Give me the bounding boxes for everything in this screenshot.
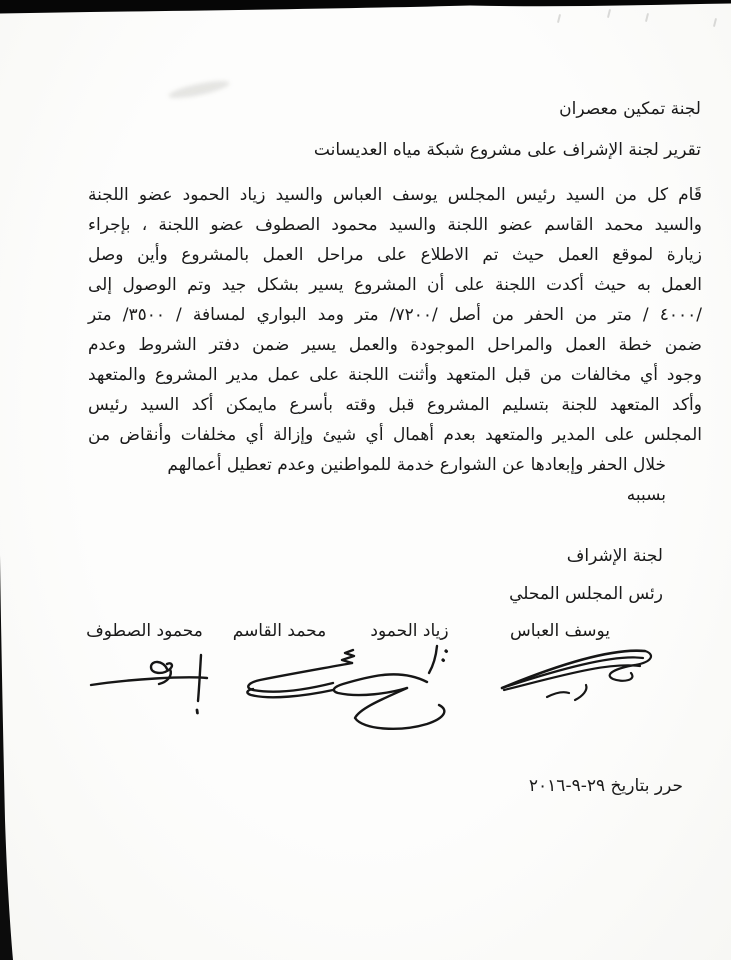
signature-mohammad-alqasim xyxy=(247,650,354,697)
report-body xyxy=(88,180,702,510)
scan-smudge xyxy=(168,78,231,102)
signatory-name-ziad-alhamoud: زياد الحمود xyxy=(370,621,449,641)
paragraph-line: وأكد المتعهد للجنة بتسليم المشروع قبل وقته بأسرع مايمكن أكد السيد رئيس xyxy=(88,395,702,415)
signatory-name-yousef-alabbas: يوسف العباس xyxy=(510,621,610,641)
scan-speck xyxy=(713,18,717,27)
scan-top-edge-artifact xyxy=(0,0,731,16)
supervision-committee-label: لجنة الإشراف xyxy=(566,546,663,566)
paragraph-line: /٤٠٠٠ / متر من الحفر من أصل /٧٢٠٠/ متر ومد البواري لمسافة / ٣٥٠٠/ متر xyxy=(88,305,702,325)
date-line: حرر بتاريخ ٢٩-٩-٢٠١٦ xyxy=(528,776,683,796)
paragraph-line: والسيد محمد القاسم عضو اللجنة والسيد محمود الصطوف عضو اللجنة ، بإجراء xyxy=(88,215,702,235)
committee-name: لجنة تمكين معصران xyxy=(559,99,701,119)
signature-yousef-alabbas xyxy=(502,651,651,700)
paragraph-line: ضمن خطة العمل والمراحل الموجودة والعمل يسير ضمن دفتر الشروط وعدم xyxy=(88,335,702,355)
paragraph-line: خلال الحفر وإبعادها عن الشوارع خدمة للمواطنين وعدم تعطيل أعمالهم بسببه xyxy=(167,455,666,505)
council-head-label: رئس المجلس المحلي xyxy=(509,584,663,604)
signatory-name-mohammad-alqasim: محمد القاسم xyxy=(232,621,327,641)
signature-ziad-alhamoud xyxy=(334,646,447,729)
paragraph-line: زيارة لموقع العمل حيث تم الاطلاع على مراحل العمل بالمشروع وأين وصل xyxy=(88,245,702,265)
scan-speck xyxy=(645,13,649,22)
paragraph-line: قَام كل من السيد رئيس المجلس يوسف العباس والسيد زياد الحمود عضو اللجنة xyxy=(88,185,702,205)
signatory-name-mahmoud-alsatouf: محمود الصطوف xyxy=(86,621,203,641)
scan-left-edge-artifact xyxy=(0,0,16,960)
scan-speck xyxy=(607,9,611,18)
paragraph-line: العمل به حيث أكدت اللجنة على أن المشروع يسير بشكل جيد وتم الوصول إلى xyxy=(88,275,702,295)
paragraph-line: المجلس على المدير والمتعهد بعدم أهمال أي شيئ وإزالة أي مخلفات وأنقاض من xyxy=(88,425,702,445)
signature-mahmoud-alsatouf xyxy=(91,655,207,713)
signatures-area xyxy=(55,638,685,753)
report-title: تقرير لجنة الإشراف على مشروع شبكة مياه العديسانت xyxy=(313,140,701,160)
paragraph-line: وجود أي مخالفات من قبل المتعهد وأثنت اللجنة على عمل مدير المشروع والمتعهد xyxy=(88,365,702,385)
scan-speck xyxy=(557,14,561,23)
